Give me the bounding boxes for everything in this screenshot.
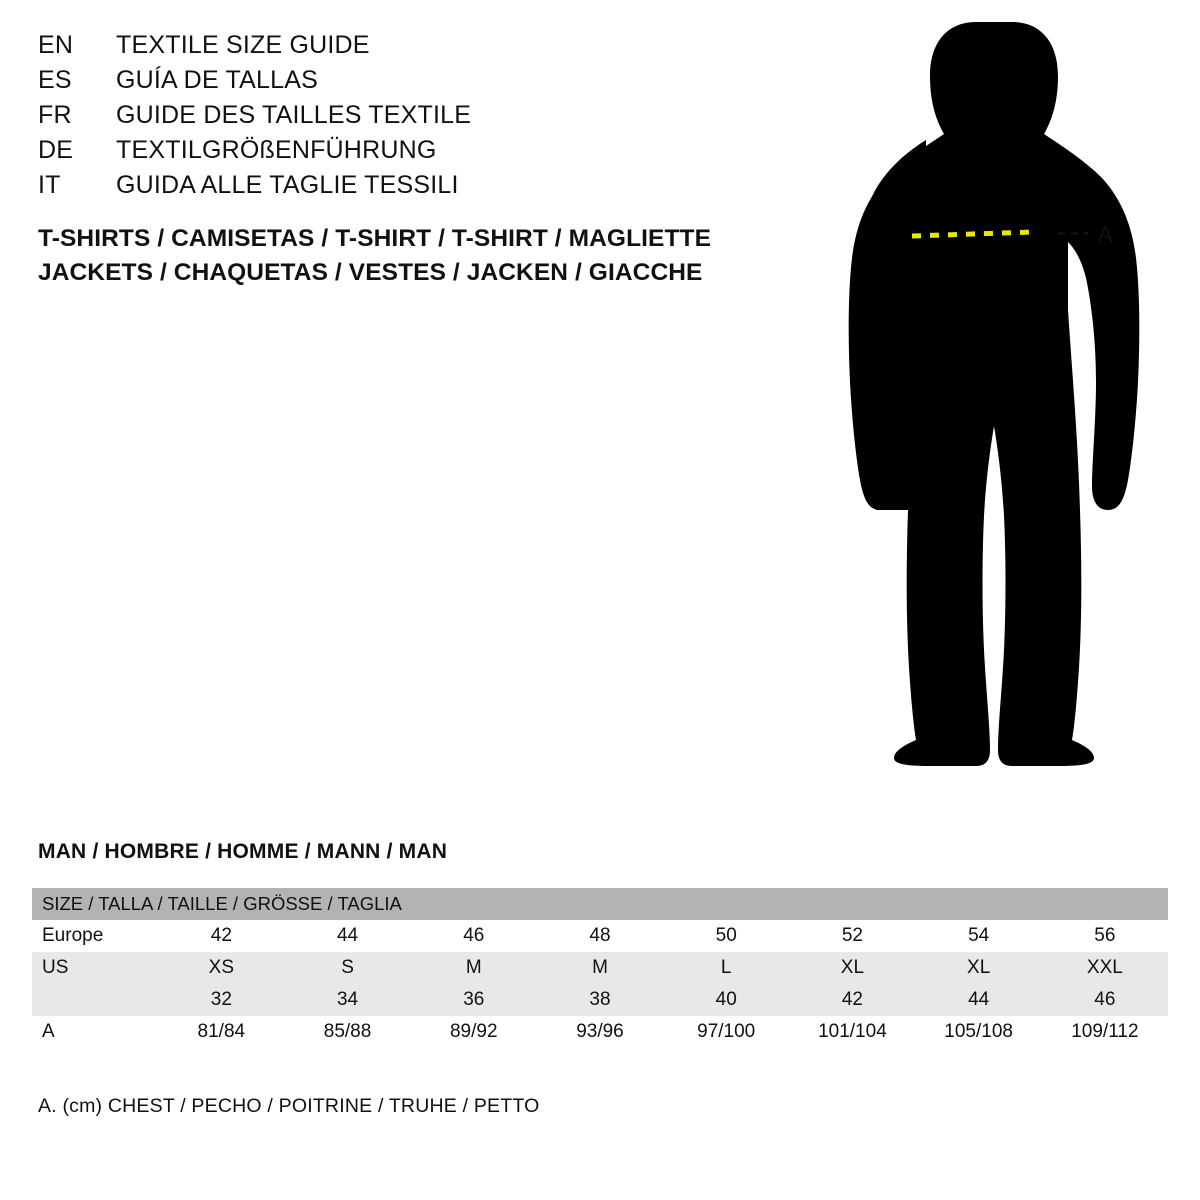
- cell-us-3: M: [537, 952, 663, 984]
- cell-numeric-6: 44: [916, 984, 1042, 1016]
- cell-europe-3: 48: [537, 920, 663, 952]
- language-text-de: TEXTILGRÖßENFÜHRUNG: [116, 136, 437, 164]
- row-label-a: A: [32, 1016, 158, 1048]
- table-row: [32, 952, 1168, 984]
- language-text-fr: GUIDE DES TAILLES TEXTILE: [116, 101, 472, 129]
- language-row-it: [38, 168, 738, 203]
- body-silhouette-icon: [830, 10, 1170, 800]
- cell-a-0: 81/84: [158, 1016, 284, 1048]
- size-table: [32, 888, 1168, 1048]
- table-row: [32, 920, 1168, 952]
- cell-numeric-7: 46: [1042, 984, 1168, 1016]
- body-silhouette-figure: [830, 10, 1170, 800]
- language-header-list: [38, 28, 738, 203]
- row-label-us: US: [32, 952, 158, 984]
- language-row-en: [38, 28, 738, 63]
- cell-a-1: 85/88: [284, 1016, 410, 1048]
- row-label-numeric: [32, 984, 158, 1016]
- table-row: [32, 1016, 1168, 1048]
- cell-europe-2: 46: [411, 920, 537, 952]
- cell-europe-4: 50: [663, 920, 789, 952]
- cell-europe-1: 44: [284, 920, 410, 952]
- category-jackets: JACKETS / CHAQUETAS / VESTES / JACKEN / GIACCHE: [38, 259, 703, 286]
- cell-a-5: 101/104: [789, 1016, 915, 1048]
- cell-us-4: L: [663, 952, 789, 984]
- measure-label-a: A: [1098, 222, 1114, 247]
- cell-numeric-4: 40: [663, 984, 789, 1016]
- cell-europe-5: 52: [789, 920, 915, 952]
- cell-europe-0: 42: [158, 920, 284, 952]
- language-text-es: GUÍA DE TALLAS: [116, 66, 318, 94]
- language-code-fr: FR: [38, 101, 72, 129]
- language-text-en: TEXTILE SIZE GUIDE: [116, 31, 370, 59]
- cell-a-7: 109/112: [1042, 1016, 1168, 1048]
- language-code-de: DE: [38, 136, 74, 164]
- cell-us-5: XL: [789, 952, 915, 984]
- cell-numeric-0: 32: [158, 984, 284, 1016]
- category-tshirts: T-SHIRTS / CAMISETAS / T-SHIRT / T-SHIRT / MAGLIETTE: [38, 225, 712, 252]
- language-row-fr: [38, 98, 738, 133]
- table-row: [32, 984, 1168, 1016]
- row-label-europe: Europe: [32, 920, 158, 952]
- cell-a-6: 105/108: [916, 1016, 1042, 1048]
- cell-a-3: 93/96: [537, 1016, 663, 1048]
- category-list: [38, 222, 798, 290]
- cell-a-4: 97/100: [663, 1016, 789, 1048]
- cell-us-2: M: [411, 952, 537, 984]
- language-text-it: GUIDA ALLE TAGLIE TESSILI: [116, 171, 459, 199]
- language-row-es: [38, 63, 738, 98]
- cell-europe-6: 54: [916, 920, 1042, 952]
- cell-a-2: 89/92: [411, 1016, 537, 1048]
- language-code-en: EN: [38, 31, 74, 59]
- cell-numeric-1: 34: [284, 984, 410, 1016]
- cell-numeric-3: 38: [537, 984, 663, 1016]
- language-code-it: IT: [38, 171, 61, 199]
- language-row-de: [38, 133, 738, 168]
- language-code-es: ES: [38, 66, 72, 94]
- footnote-chest: A. (cm) CHEST / PECHO / POITRINE / TRUHE / PETTO: [38, 1095, 540, 1117]
- measure-leader-dash-icon: [1058, 232, 1088, 235]
- table-header-label: SIZE / TALLA / TAILLE / GRÖSSE / TAGLIA: [32, 888, 1168, 920]
- cell-us-1: S: [284, 952, 410, 984]
- cell-numeric-5: 42: [789, 984, 915, 1016]
- cell-us-6: XL: [916, 952, 1042, 984]
- table-header-row: [32, 888, 1168, 920]
- cell-us-7: XXL: [1042, 952, 1168, 984]
- cell-numeric-2: 36: [411, 984, 537, 1016]
- cell-europe-7: 56: [1042, 920, 1168, 952]
- cell-us-0: XS: [158, 952, 284, 984]
- table-section-title: MAN / HOMBRE / HOMME / MANN / MAN: [38, 840, 448, 863]
